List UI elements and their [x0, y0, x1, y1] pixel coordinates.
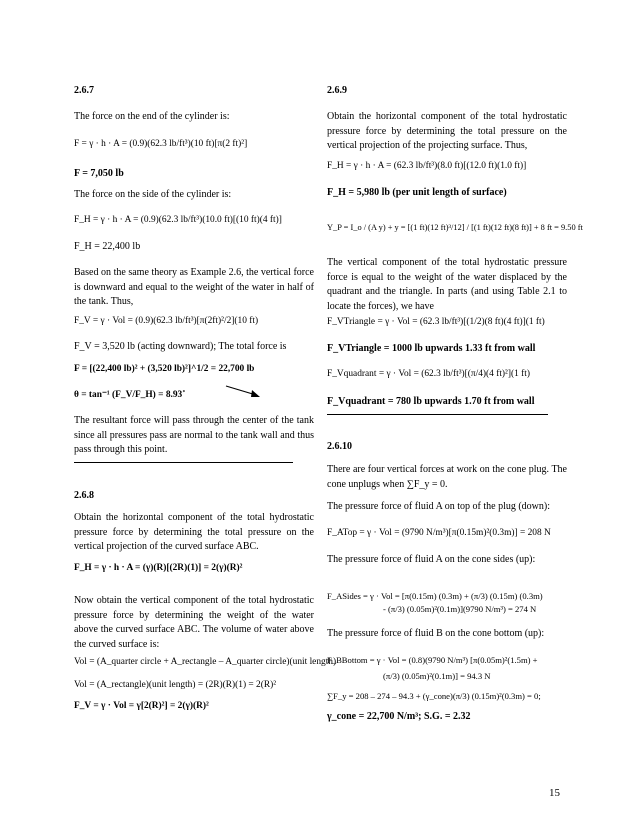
equation-fluid-b-bottom-cont: (π/3) (0.05m)²(0.1m)] = 94.3 N — [383, 671, 491, 681]
equation-vertical-force: F_V = γ · Vol = (0.9)(62.3 lb/ft³)[π(2ft)²/2](10 ft) — [74, 316, 259, 326]
section-heading-2-6-8: 2.6.8 — [74, 490, 94, 501]
result-cone-specific-weight: γ_cone = 22,700 N/m³; S.G. = 2.32 — [327, 711, 471, 722]
result-quadrant-force: F_Vquadrant = 780 lb upwards 1.70 ft from wall — [327, 396, 535, 407]
paragraph: Now obtain the vertical component of the total hydrostatic pressure force by determining the weight of the water above the curved surface ABC. The volume of water above the curved surface is: — [74, 595, 314, 650]
section-heading-2-6-10: 2.6.10 — [327, 441, 352, 452]
equation-horizontal-force: F_H = γ · h · A = (62.3 lb/ft³)(8.0 ft)[(12.0 ft)(1.0 ft)] — [327, 161, 527, 171]
section-divider — [327, 414, 548, 415]
equation-force-side: F_H = γ · h · A = (0.9)(62.3 lb/ft³)(10.0 ft)[(10 ft)(4 ft)] — [74, 215, 282, 225]
equation-volume: Vol = (A_quarter circle + A_rectangle – A_quarter circle)(unit length) — [74, 657, 337, 667]
paragraph: There are four vertical forces at work on the cone plug. The cone unplugs when ∑F_y = 0. — [327, 464, 567, 490]
section-heading-2-6-7: 2.6.7 — [74, 85, 94, 96]
equation-force-end: F = γ · h · A = (0.9)(62.3 lb/ft³)(10 ft)[π(2 ft)²] — [74, 139, 248, 149]
equation-triangle-force: F_VTriangle = γ · Vol = (62.3 lb/ft³)[(1/2)(8 ft)(4 ft)](1 ft) — [327, 317, 545, 327]
equation-total-force: F = [(22,400 lb)² + (3,520 lb)²]^1/2 = 22,700 lb — [74, 364, 255, 374]
result-force-side: F_H = 22,400 lb — [74, 241, 141, 252]
equation-fluid-b-bottom: F_BBottom = γ · Vol = (0.8)(9790 N/m³) [π(0.05m)²(1.5m) + — [327, 655, 538, 665]
paragraph: The force on the side of the cylinder is: — [74, 189, 232, 200]
paragraph: The pressure force of fluid A on top of the plug (down): — [327, 501, 551, 512]
resultant-arrow-icon — [224, 383, 264, 401]
equation-quadrant-force: F_Vquadrant = γ · Vol = (62.3 lb/ft³)[(π/4)(4 ft)²](1 ft) — [327, 369, 530, 379]
equation-fluid-a-sides-cont: - (π/3) (0.05m)²(0.1m)](9790 N/m³) = 274 N — [383, 604, 537, 614]
equation-fluid-a-sides: F_ASides = γ · Vol = [π(0.15m) (0.3m) + (π/3) (0.15m) (0.3m) — [327, 591, 543, 601]
equation-volume-simplified: Vol = (A_rectangle)(unit length) = (2R)(R)(1) = 2(R)² — [74, 680, 277, 690]
result-vertical-force: F_V = 3,520 lb (acting downward); The total force is — [74, 341, 287, 352]
paragraph: Based on the same theory as Example 2.6, the vertical force is downward and equal to the weight of the water in half of the tank. Thus, — [74, 267, 314, 307]
equation-horizontal-component: F_H = γ · h · A = (γ)(R)[(2R)(1)] = 2(γ)(R)² — [74, 563, 243, 573]
paragraph: Obtain the horizontal component of the total hydrostatic pressure force by determining the total pressure on the vertical projection of the curved surface ABC. — [74, 512, 314, 552]
equation-vertical-component: F_V = γ · Vol = γ[2(R)²] = 2(γ)(R)² — [74, 701, 209, 711]
paragraph: The pressure force of fluid A on the cone sides (up): — [327, 554, 536, 565]
page-number: 15 — [549, 787, 560, 799]
equation-angle: θ = tan⁻¹ (F_V/F_H) = 8.93˚ — [74, 390, 186, 400]
section-heading-2-6-9: 2.6.9 — [327, 85, 347, 96]
result-triangle-force: F_VTriangle = 1000 lb upwards 1.33 ft from wall — [327, 343, 536, 354]
paragraph: The vertical component of the total hydrostatic pressure force is equal to the weight of the water displaced by the quadrant and the triangle. In parts (and using Table 2.1 to locate the forces), we have — [327, 257, 567, 312]
equation-fluid-a-top: F_ATop = γ · Vol = (9790 N/m³)[π(0.15m)²(0.3m)] = 208 N — [327, 528, 551, 538]
paragraph: Obtain the horizontal component of the total hydrostatic pressure force by determining the total pressure on the vertical projection of the projecting surface. Thus, — [327, 111, 567, 151]
paragraph: The force on the end of the cylinder is: — [74, 111, 230, 122]
equation-center-of-pressure: Y_P = I_o / (A y) + y = [(1 ft)(12 ft)³/12] / [(1 ft)(12 ft)(8 ft)] + 8 ft = 9.50 ft — [327, 223, 583, 232]
result-force-end: F = 7,050 lb — [74, 168, 124, 179]
section-divider — [74, 462, 293, 463]
paragraph: The resultant force will pass through the center of the tank since all pressures pass are normal to the tank wall and thus pass through this point. — [74, 415, 314, 455]
equation-force-balance: ∑F_y = 208 – 274 – 94.3 + (γ_cone)(π/3) (0.15m)²(0.3m) = 0; — [327, 691, 541, 701]
paragraph: The pressure force of fluid B on the cone bottom (up): — [327, 628, 545, 639]
result-horizontal-force: F_H = 5,980 lb (per unit length of surface) — [327, 187, 507, 198]
